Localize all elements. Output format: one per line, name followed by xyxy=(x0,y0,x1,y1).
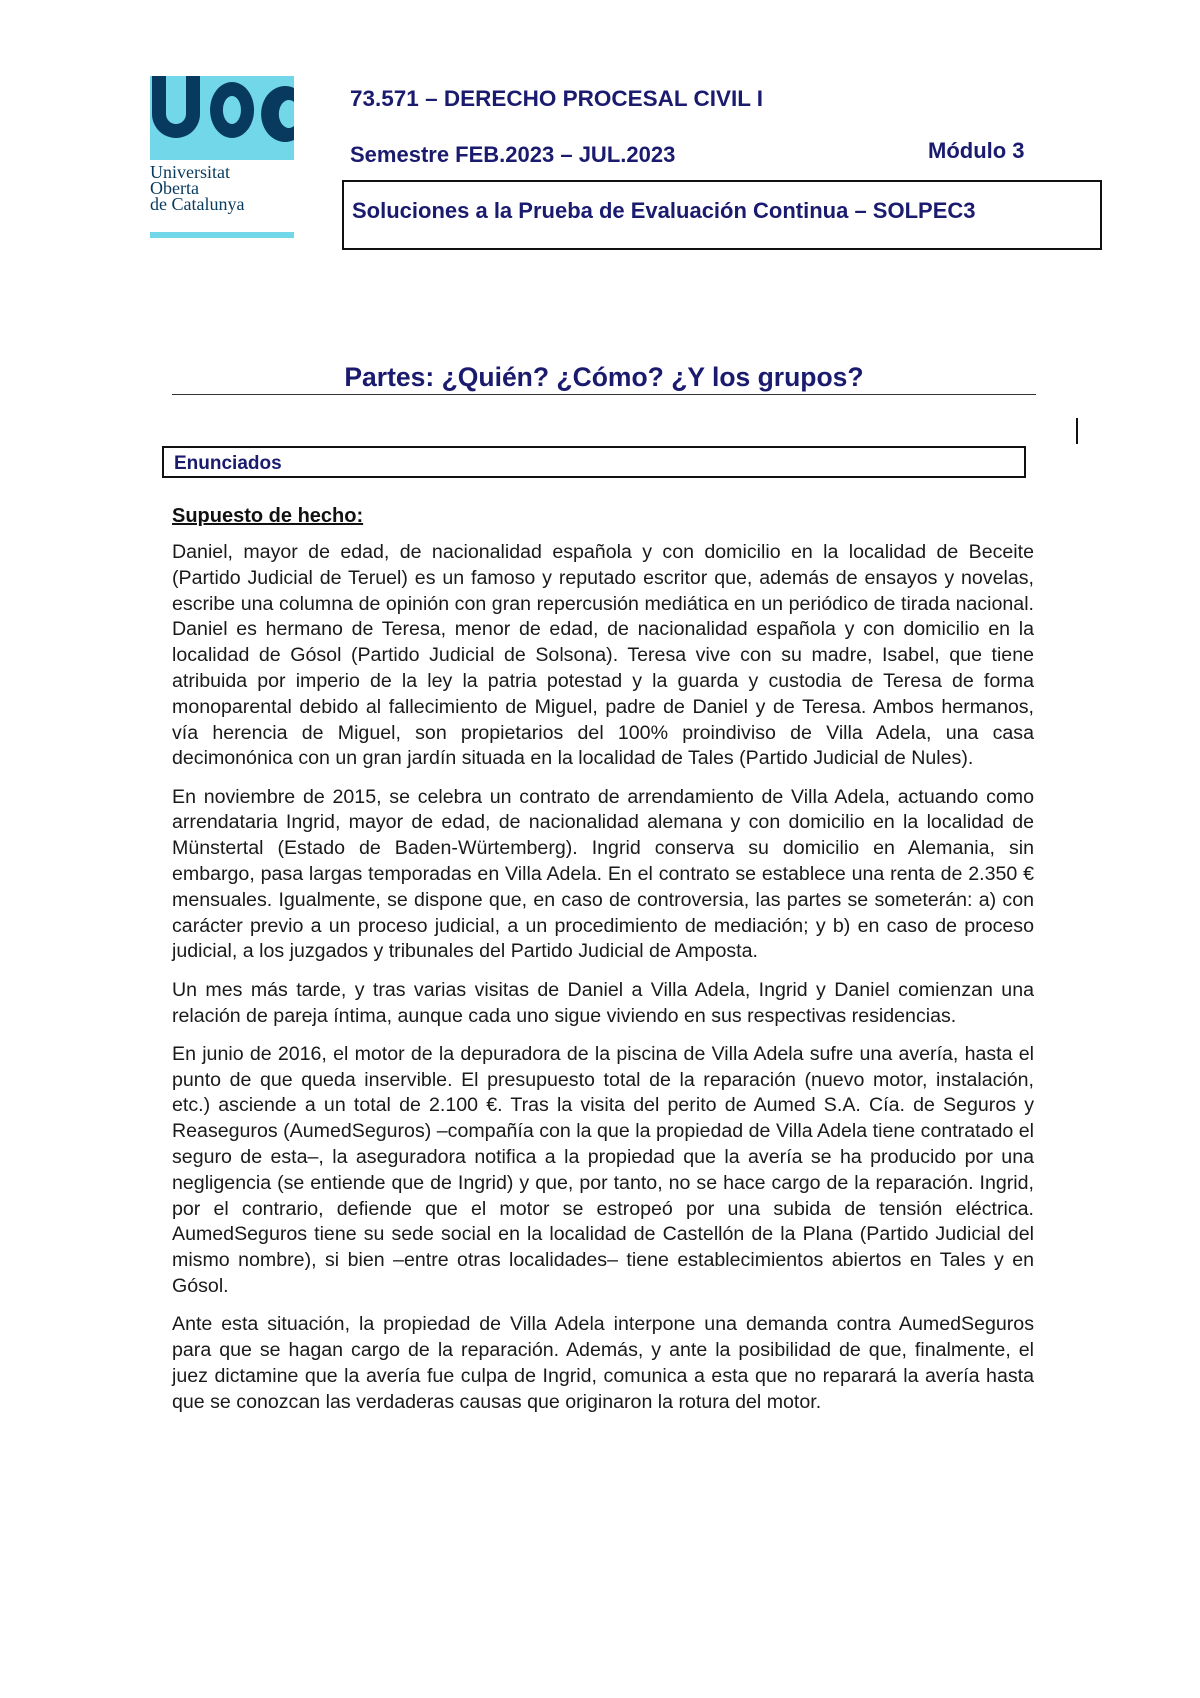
logo-wordmark xyxy=(150,164,244,212)
uoc-letters-logo xyxy=(150,72,294,162)
logo-line-1: Universitat xyxy=(150,162,230,182)
section-label: Enunciados xyxy=(174,453,282,474)
uoc-logo xyxy=(150,76,294,241)
paragraph: En noviembre de 2015, se celebra un contrato de arrendamiento de Villa Adela, actuando como arrendataria Ingrid, mayor de edad, de nacionalidad alemana y con domicilio en la localidad de Münstertal (Estado de Baden-Würtemberg). Ingrid conserva su domicilio en Alemania, sin embargo, pasa largas temporadas en Villa Adela. En el contrato se establece una renta de 2.350 € mensuales. Igualmente, se dispone que, en caso de controversia, las partes se someterán: a) con carácter previo a un proceso judicial, a un procedimiento de mediación; y b) en caso de proceso judicial, a los juzgados y tribunales del Partido Judicial de Amposta. xyxy=(172,785,1034,963)
solutions-title-box xyxy=(342,180,1102,250)
logo-line-2: Oberta xyxy=(150,178,199,198)
text-cursor xyxy=(1076,418,1078,444)
paragraph: Daniel, mayor de edad, de nacionalidad española y con domicilio en la localidad de Beceite (Partido Judicial de Teruel) es un famoso y reputado escritor que, además de ensayos y novelas, escribe una columna de opinión con gran repercusión mediática en un periódico de tirada nacional. Daniel es hermano de Teresa, menor de edad, de nacionalidad española y con domicilio en la localidad de Gósol (Partido Judicial de Solsona). Teresa vive con su madre, Isabel, que tiene atribuida por imperio de la ley la patria potestad y la guarda y custodia de Teresa de forma monoparental debido al fallecimiento de Miguel, padre de Daniel y de Teresa. Ambos hermanos, vía herencia de Miguel, son propietarios del 100% proindiviso de Villa Adela, una casa decimonónica con un gran jardín situada en la localidad de Tales (Partido Judicial de Nules). xyxy=(172,541,1034,770)
course-title: 73.571 – DERECHO PROCESAL CIVIL I xyxy=(350,86,764,111)
module-label: Módulo 3 xyxy=(928,138,1025,163)
paragraph: Un mes más tarde, y tras varias visitas de Daniel a Villa Adela, Ingrid y Daniel comienzan una relación de pareja íntima, aunque cada uno sigue viviendo en sus respectivas residencias. xyxy=(172,978,1034,1027)
semester-label: Semestre FEB.2023 – JUL.2023 xyxy=(350,142,676,167)
section-header-box xyxy=(162,446,1026,478)
paragraph: En junio de 2016, el motor de la depuradora de la piscina de Villa Adela sufre una avería, hasta el punto de que queda inservible. El presupuesto total de la reparación (nuevo motor, instalación, etc.) asciende a un total de 2.100 €. Tras la visita del perito de Aumed S.A. Cía. de Seguros y Reaseguros (AumedSeguros) –compañía con la que la propiedad de Villa Adela tiene contratado el seguro de esta–, la aseguradora notifica a la propiedad que la avería se ha producido por una negligencia (se entiende que de Ingrid) y que, por tanto, no se hace cargo de la reparación. Ingrid, por el contrario, defiende que el motor se estropeó por una subida de tensión eléctrica. AumedSeguros tiene su sede social en la localidad de Castellón de la Plana (Partido Judicial del mismo nombre), si bien –entre otras localidades– tiene establecimientos abiertos en Tales y en Gósol. xyxy=(172,1042,1034,1298)
page-title: Partes: ¿Quién? ¿Cómo? ¿Y los grupos? xyxy=(344,362,864,392)
logo-line-3: de Catalunya xyxy=(150,194,245,214)
subheading: Supuesto de hecho: xyxy=(172,505,364,527)
solutions-title: Soluciones a la Prueba de Evaluación Continua – SOLPEC3 xyxy=(352,198,976,223)
logo-underline xyxy=(150,232,294,238)
title-divider xyxy=(172,394,1036,395)
paragraph: Ante esta situación, la propiedad de Villa Adela interpone una demanda contra AumedSeguros para que se hagan cargo de la reparación. Además, y ante la posibilidad de que, finalmente, el juez dictamine que la avería fue culpa de Ingrid, comunica a esta que no reparará la avería hasta que se conozcan las verdaderas causas que originaron la rotura del motor. xyxy=(172,1313,1034,1413)
body-text xyxy=(172,540,1034,1428)
